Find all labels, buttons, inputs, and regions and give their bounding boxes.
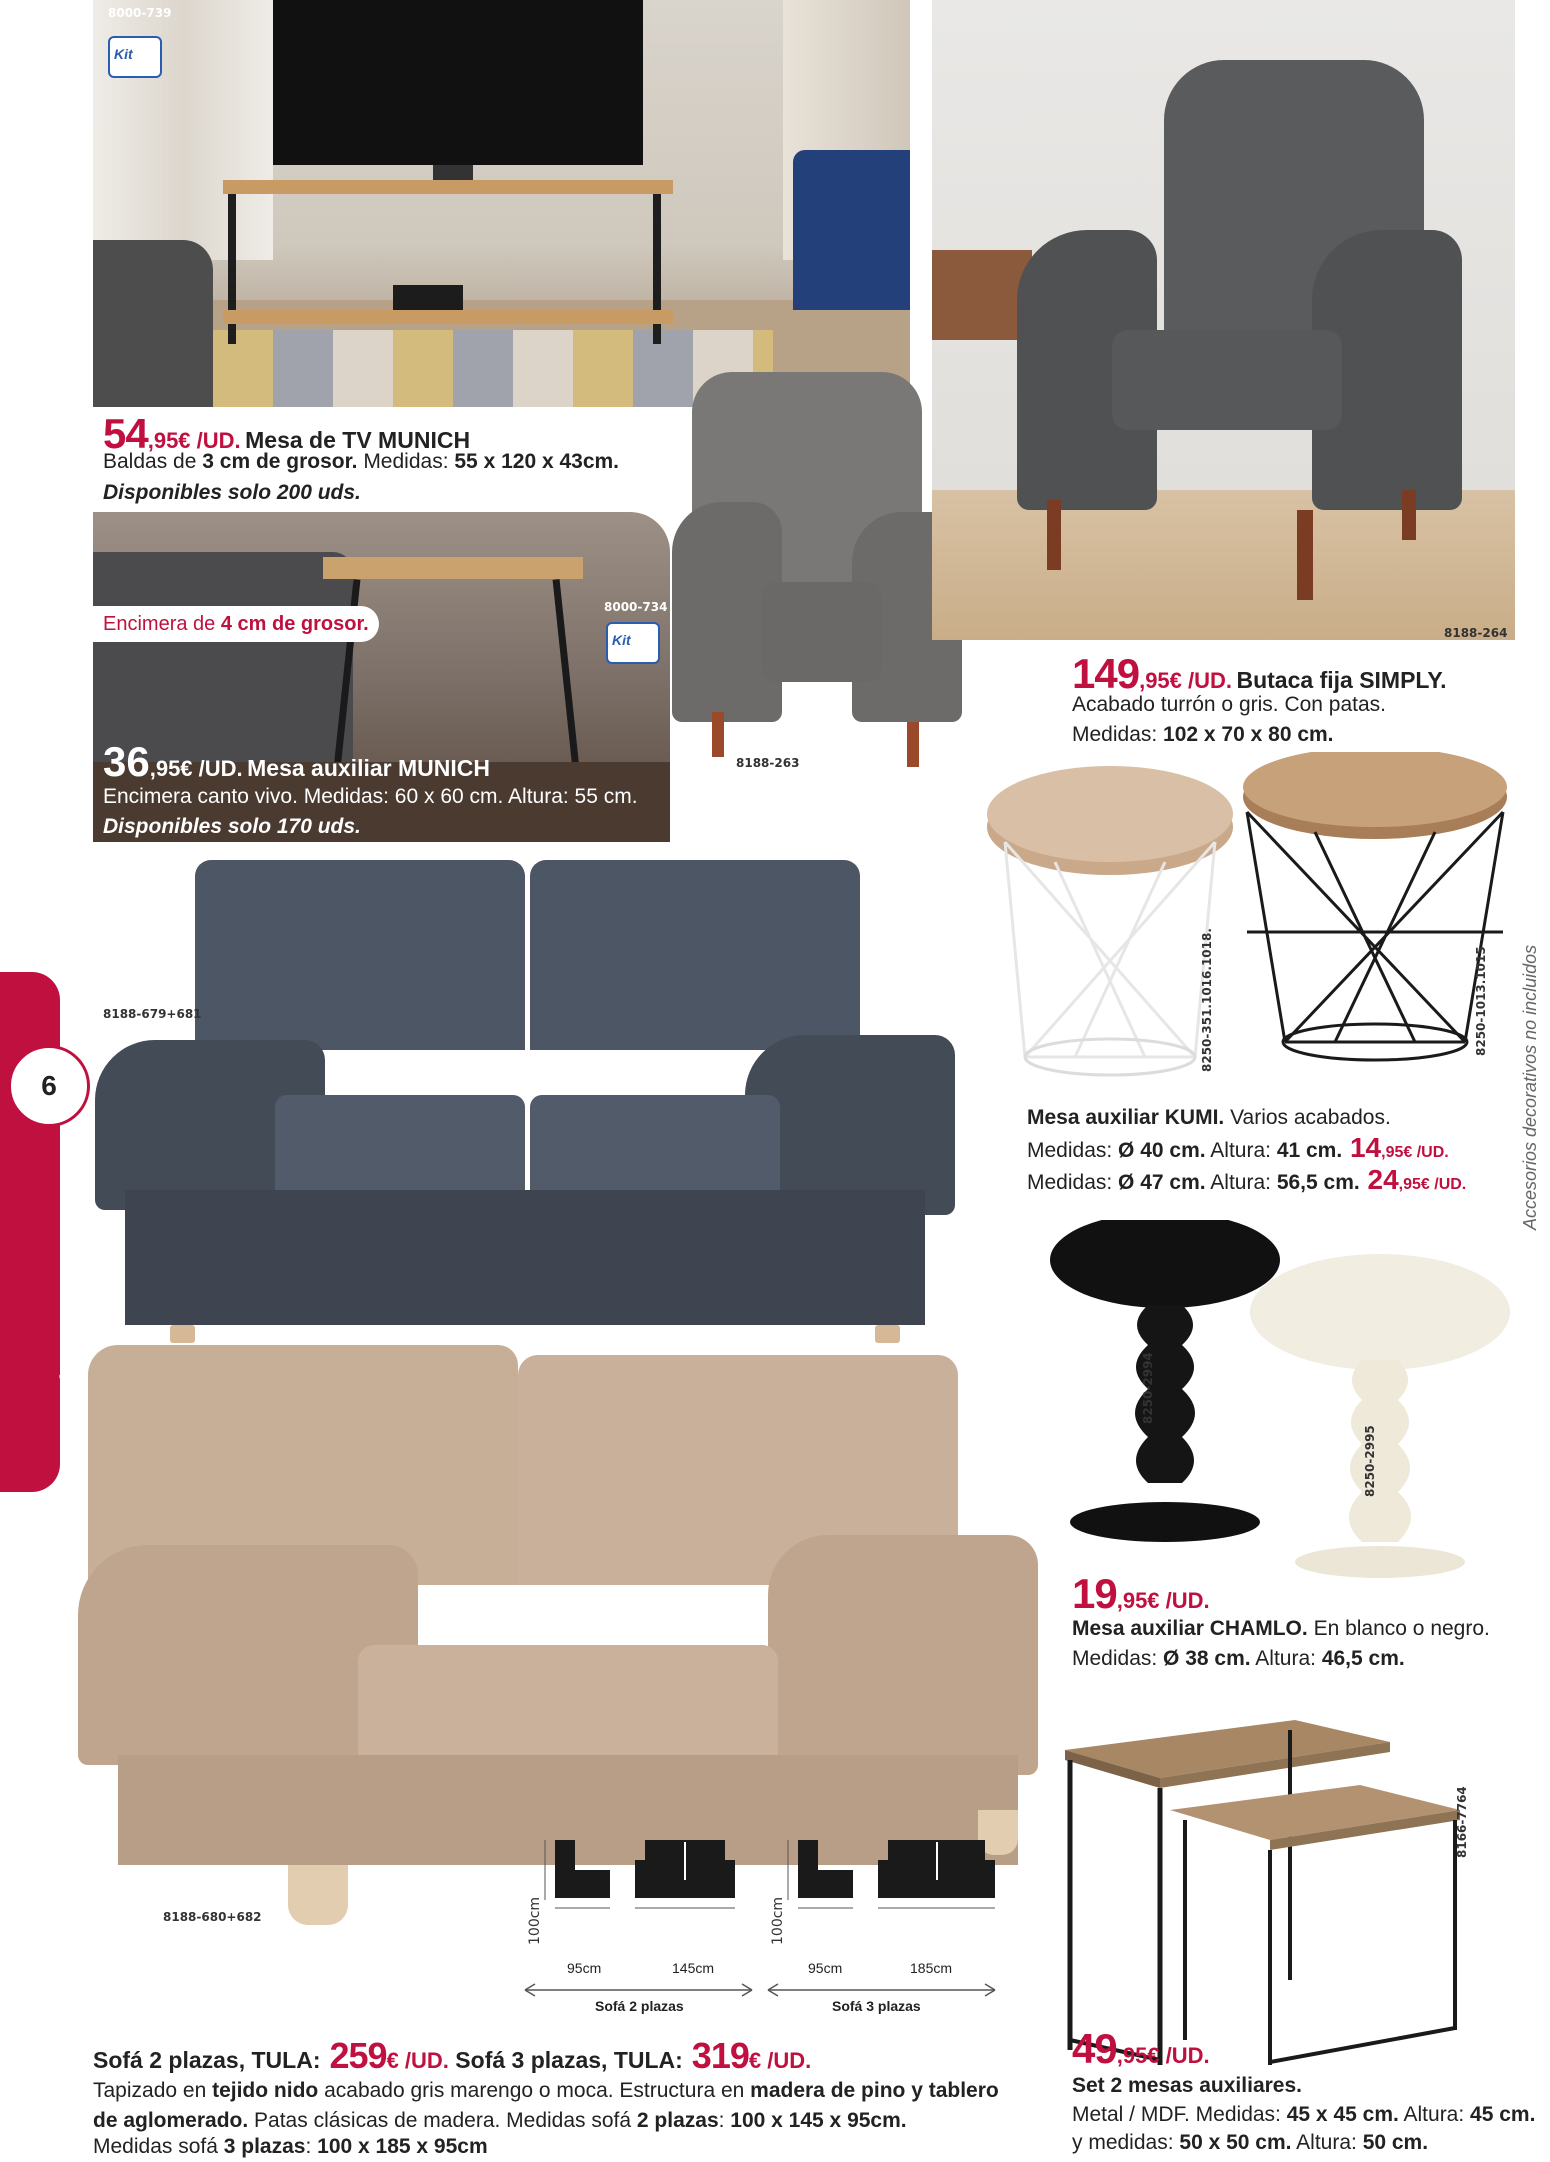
aux-munich-price-line: 36,95€ /UD. Mesa auxiliar MUNICH — [103, 738, 490, 785]
tula-price-line: Sofá 2 plazas, TULA: 259€ /UD. Sofá 3 plazas, TULA: 319€ /UD. — [93, 2035, 812, 2076]
kumi-tables-illustration — [985, 752, 1510, 1082]
tv-table-price-line: 54,95€ /UD. Mesa de TV MUNICH — [103, 410, 471, 457]
nesting-tables-dims-2: y medidas: 50 x 50 cm. Altura: 50 cm. — [1072, 2131, 1429, 2154]
armchair-name: Butaca fija SIMPLY. — [1236, 667, 1447, 693]
dim-depth-3: 95cm — [808, 1960, 843, 1976]
chamlo-price-line: 19,95€ /UD. — [1072, 1570, 1210, 1617]
page-number: 6 — [8, 1045, 90, 1127]
blue-sofa-ref: 8188-679+681 — [103, 1007, 202, 1021]
chamlo-ref-2: 8250-2995 — [1363, 1425, 1377, 1497]
chamlo-tables-illustration — [1050, 1220, 1520, 1580]
dim-height-3: 100cm — [770, 1896, 786, 1945]
tv-table-availability: Disponibles solo 200 uds. — [103, 481, 361, 504]
chamlo-ref-1: 8250-2994 — [1141, 1352, 1155, 1424]
tula-desc-1: Tapizado en tejido nido acabado gris marengo o moca. Estructura en madera de pino y tablero — [93, 2079, 999, 2102]
kumi-ref-2: 8250-1013.1015 — [1474, 946, 1488, 1056]
nesting-tables-title: Set 2 mesas auxiliares. — [1072, 2074, 1302, 2097]
nesting-tables-ref: 8166-7764 — [1455, 1786, 1469, 1858]
decor-note: Accesorios decorativos no incluidos — [1520, 944, 1540, 1230]
tv-table-name: Mesa de TV MUNICH — [245, 427, 471, 453]
kumi-row-2: Medidas: Ø 47 cm. Altura: 56,5 cm. 24,95€ /UD. — [1027, 1164, 1467, 1195]
armchair-dims: Medidas: 102 x 70 x 80 cm. — [1072, 723, 1334, 746]
kit-badge-icon: Kit — [606, 622, 660, 664]
tula-desc-3: Medidas sofá 3 plazas: 100 x 185 x 95cm — [93, 2135, 488, 2158]
chamlo-title: Mesa auxiliar CHAMLO. En blanco o negro. — [1072, 1617, 1490, 1640]
aux-munich-label: Encimera de 4 cm de grosor. — [93, 606, 379, 642]
nesting-tables-illustration — [1060, 1720, 1480, 2070]
aux-munich-desc: Encimera canto vivo. Medidas: 60 x 60 cm. Altura: 55 cm. — [103, 785, 638, 808]
dim-label-3: Sofá 3 plazas — [832, 1998, 921, 2014]
tv-table-photo — [93, 0, 910, 407]
tv-table-desc: Baldas de 3 cm de grosor. Medidas: 55 x 120 x 43cm. — [103, 450, 620, 473]
chamlo-dims: Medidas: Ø 38 cm. Altura: 46,5 cm. — [1072, 1647, 1405, 1670]
kumi-title: Mesa auxiliar KUMI. Varios acabados. — [1027, 1106, 1391, 1129]
dim-depth-2: 95cm — [567, 1960, 602, 1976]
kumi-row-1: Medidas: Ø 40 cm. Altura: 41 cm. 14,95€ /UD. — [1027, 1132, 1449, 1163]
sofa-dimensions-diagram — [520, 1820, 1000, 2020]
kit-badge-icon: Kit — [108, 36, 162, 78]
tula-sofa-ref: 8188-680+682 — [163, 1910, 262, 1924]
nesting-tables-price-line: 49,95€ /UD. — [1072, 2025, 1210, 2072]
section-title: SOFÁS, SILLONES... — [60, 1185, 87, 1440]
tv-table-ref: 8000-739 — [108, 6, 172, 20]
dim-width-2: 145cm — [672, 1960, 715, 1976]
nesting-tables-dims-1: Metal / MDF. Medidas: 45 x 45 cm. Altura: 45 cm. — [1072, 2103, 1536, 2126]
dim-width-3: 185cm — [910, 1960, 953, 1976]
armchair-ref: 8188-264 — [1444, 626, 1508, 640]
blue-sofa-photo — [95, 860, 955, 1350]
tula-desc-2: de aglomerado. Patas clásicas de madera. Medidas sofá 2 plazas: 100 x 145 x 95cm. — [93, 2109, 907, 2132]
armchair-small-ref: 8188-263 — [736, 756, 800, 770]
dim-height-2: 100cm — [527, 1896, 543, 1945]
armchair-photo — [932, 0, 1515, 640]
kumi-ref-1: 8250-351.1016.1018. — [1200, 928, 1214, 1072]
armchair-price-line: 149,95€ /UD. Butaca fija SIMPLY. — [1072, 650, 1447, 697]
dim-label-2: Sofá 2 plazas — [595, 1998, 684, 2014]
aux-munich-ref: 8000-734 — [604, 600, 668, 614]
armchair-desc: Acabado turrón o gris. Con patas. — [1072, 693, 1387, 716]
aux-munich-availability: Disponibles solo 170 uds. — [103, 815, 361, 838]
